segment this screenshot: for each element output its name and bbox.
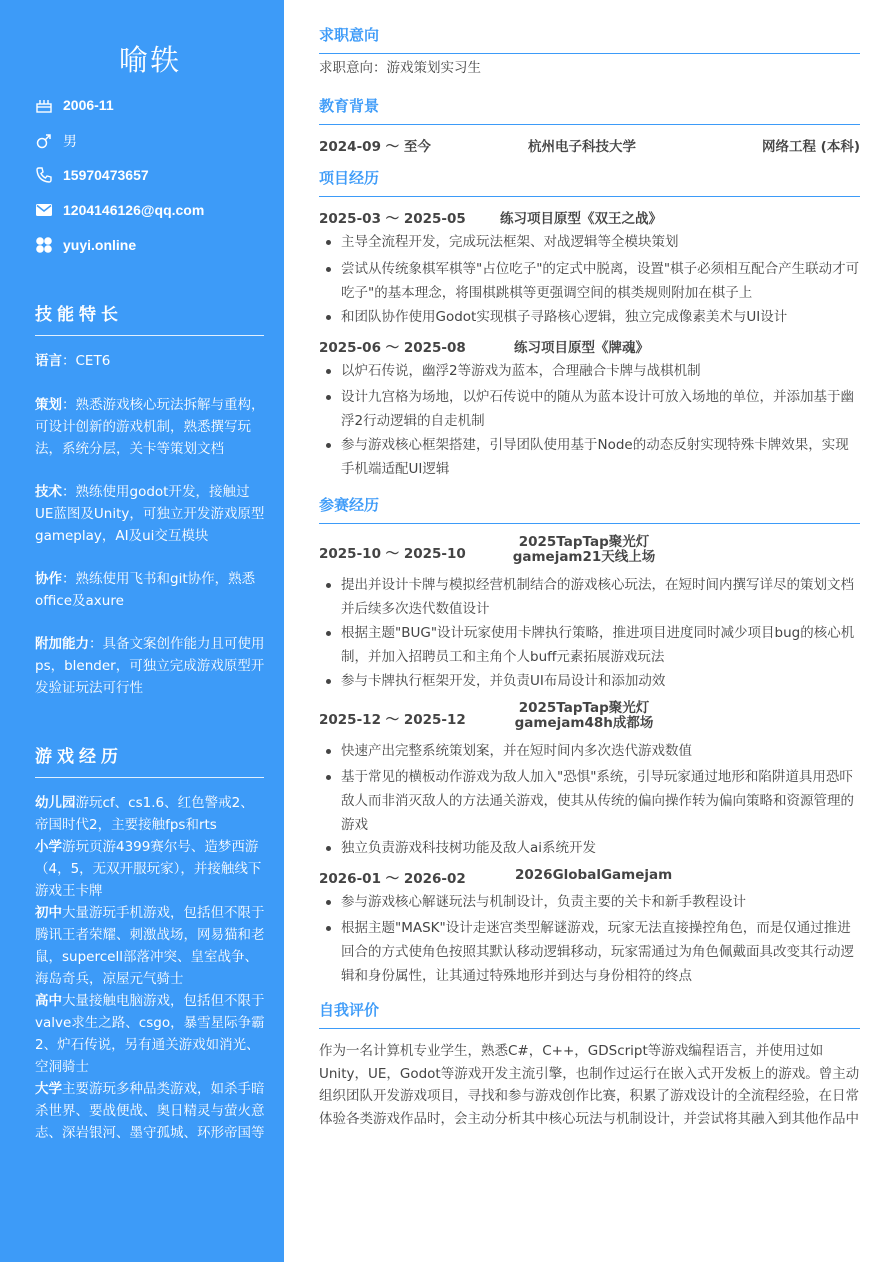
person-name: 喻轶 (118, 43, 181, 77)
self-eval-text: 作为一名计算机专业学生，熟悉C#，C++，GDScript等游戏编程语言，并使用过如Unity，UE，Godot等游戏开发主流引擎，也制作过运行在嵌入式开发板上的游戏。曾主动组织团队开发游戏项目，寻找和参与游戏创作比赛，积累了游戏设计的全流程经验，在日常体验各类游戏作品时，会主动分析其中核心玩法与机制设计，并尝试将其融入到其他作品中 (319, 1043, 860, 1127)
contact-email (35, 201, 204, 219)
website-icon (35, 236, 53, 254)
project-date: 2025-06 ～ 2025-08 (319, 340, 466, 356)
contact-birth (35, 96, 114, 114)
list-item: 根据主题"MASK"设计走迷宫类型解谜游戏，玩家无法直接操控角色，而是仅通过推进回合的方式使角色按照其默认移动逻辑移动，玩家需通过为角色佩戴面具改变其行动逻辑和身份属性，让其通过特殊地形并到达与身份相符的终点 (319, 916, 860, 988)
game-item: 大学主要游玩多种品类游戏，如杀手暗杀世界、要战便战、奥日精灵与萤火意志、深岩银河、墨守孤城、环形帝国等 (35, 1081, 265, 1141)
list-item: 快速产出完整系统策划案，并在短时间内多次迭代游戏数值 (319, 739, 860, 763)
list-item: 独立负责游戏科技树功能及敌人ai系统开发 (319, 836, 860, 860)
game-item: 小学游玩页游4399赛尔号、造梦西游（4，5，无双开服玩家），并接触线下游戏王卡牌 (35, 839, 262, 899)
game-item: 高中大量接触电脑游戏，包括但不限于valve求生之路、csgo，暴雪星际争霸2、炉石传说，另有通关游戏如消光、空洞骑士 (35, 993, 265, 1075)
competition-name: 2025TapTap聚光灯 gamejam48h成都场 (514, 700, 654, 731)
list-item: 参与卡牌执行框架开发，并负责UI布局设计和添加动效 (319, 669, 860, 693)
email-icon (35, 201, 53, 219)
competition-date: 2025-10 ～ 2025-10 (319, 546, 466, 562)
list-item: 设计九宫格为场地，以炉石传说中的随从为蓝本设计可放入场地的单位，并添加基于幽浮2行动逻辑的自走机制 (319, 385, 860, 433)
sidebar (0, 0, 284, 1262)
education-heading: 教育背景 (319, 95, 860, 125)
competition-date: 2025-12 ～ 2025-12 (319, 712, 466, 728)
education-school: 杭州电子科技大学 (528, 139, 636, 155)
project-name: 练习项目原型《牌魂》 (514, 340, 649, 356)
projects-heading: 项目经历 (319, 167, 860, 197)
game-item: 初中大量游玩手机游戏，包括但不限于腾讯王者荣耀、刺激战场，网易猫和老鼠，supercell部落冲突、皇室战争、海岛奇兵，凉屋元气骑士 (35, 905, 265, 987)
email-address[interactable]: 1204146126@qq.com (63, 202, 205, 218)
phone-number[interactable]: 15970473657 (63, 167, 149, 183)
competitions-heading: 参赛经历 (319, 494, 860, 524)
education-major: 网络工程 (本科) (761, 139, 860, 155)
list-item: 基于常见的横板动作游戏为敌人加入"恐惧"系统，引导玩家通过地形和陷阱道具用恐吓敌人而非消灭敌人的方法通关游戏，使其从传统的偏向操作转为偏向策略和资源管理的游戏 (319, 765, 860, 837)
list-item: 以炉石传说，幽浮2等游戏为蓝本，合理融合卡牌与战棋机制 (319, 359, 860, 383)
games-heading: 游戏经历 (35, 742, 264, 778)
skill-item: 语言：CET6 (35, 353, 111, 369)
intent-text: 求职意向：游戏策划实习生 (319, 60, 481, 76)
gender: 男 (63, 133, 77, 149)
self-eval-heading: 自我评价 (319, 999, 860, 1029)
cake-icon (35, 96, 53, 114)
birth-date: 2006-11 (63, 97, 114, 113)
competition-name: 2026GlobalGamejam (515, 867, 673, 883)
list-item: 参与游戏核心框架搭建，引导团队使用基于Node的动态反射实现特殊卡牌效果，实现手机端适配UI逻辑 (319, 433, 860, 481)
list-item: 根据主题"BUG"设计玩家使用卡牌执行策略，推进项目进度同时减少项目bug的核心机制，并加入招聘员工和主角个人buff元素拓展游戏玩法 (319, 621, 860, 669)
skill-item: 技术：熟练使用godot开发，接触过UE蓝图及Unity，可独立开发游戏原型gameplay，AI及ui交互模块 (35, 484, 265, 544)
competition-name: 2025TapTap聚光灯 gamejam21天线上场 (512, 534, 656, 565)
intent-heading: 求职意向 (319, 24, 860, 54)
skill-item: 协作：熟练使用飞书和git协作，熟悉office及axure (35, 571, 256, 609)
skill-item: 策划：熟悉游戏核心玩法拆解与重构，可设计创新的游戏机制，熟悉撰写玩法，系统分层，关卡等策划文档 (35, 397, 265, 457)
website-url[interactable]: yuyi.online (63, 237, 137, 253)
phone-icon (35, 166, 53, 184)
game-history (35, 792, 267, 1144)
list-item: 主导全流程开发，完成玩法框架、对战逻辑等全模块策划 (319, 230, 860, 254)
contact-gender (35, 131, 77, 151)
list-item: 和团队协作使用Godot实现棋子寻路核心逻辑，独立完成像素美术与UI设计 (319, 305, 860, 329)
skills-heading: 技能特长 (35, 300, 264, 336)
list-item: 参与游戏核心解谜玩法与机制设计，负责主要的关卡和新手教程设计 (319, 890, 860, 914)
contact-phone (35, 166, 149, 184)
list-item: 提出并设计卡牌与模拟经营机制结合的游戏核心玩法，在短时间内撰写详尽的策划文档并后续多次迭代数值设计 (319, 573, 860, 621)
skill-item: 附加能力：具备文案创作能力且可使用ps，blender，可独立完成游戏原型开发验证玩法可行性 (35, 636, 265, 696)
contact-website (35, 236, 136, 254)
game-item: 幼儿园游玩cf、cs1.6、红色警戒2、帝国时代2，主要接触fps和rts (35, 795, 254, 833)
competition-date: 2026-01 ～ 2026-02 (319, 871, 466, 887)
list-item: 尝试从传统象棋军棋等"占位吃子"的定式中脱离，设置"棋子必须相互配合产生联动才可吃子"的基本理念，将围棋跳棋等更强调空间的棋类规则附加在棋子上 (319, 257, 860, 305)
male-icon (35, 132, 53, 150)
project-date: 2025-03 ～ 2025-05 (319, 211, 466, 227)
education-date: 2024-09 ～ 至今 (319, 139, 431, 155)
project-name: 练习项目原型《双王之战》 (500, 211, 662, 227)
